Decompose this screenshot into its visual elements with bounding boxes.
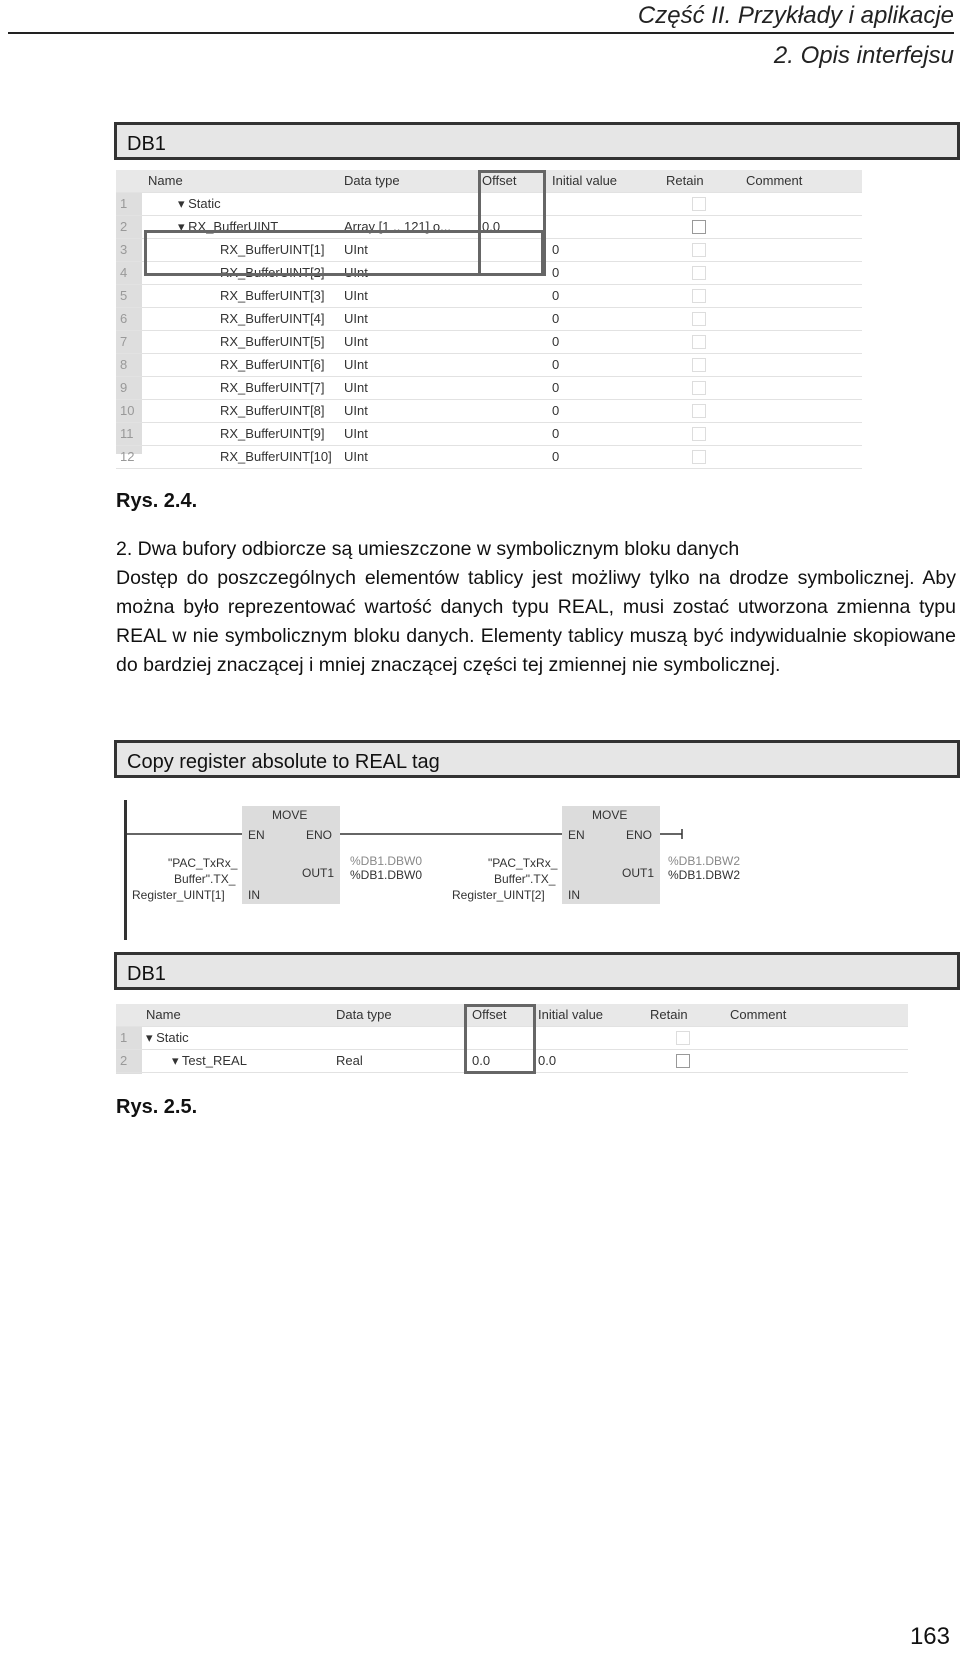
header-part: Część II. Przykłady i aplikacje bbox=[637, 2, 954, 29]
expand-arrow-icon[interactable]: ▾ bbox=[178, 219, 189, 234]
fig1-caption: DB1 bbox=[114, 122, 960, 160]
move-en-1: EN bbox=[248, 828, 265, 842]
row-number: 3 bbox=[120, 242, 128, 257]
column-header-name: Name bbox=[148, 173, 183, 188]
row-name: RX_BufferUINT[3] bbox=[220, 288, 325, 303]
retain-checkbox[interactable] bbox=[676, 1031, 690, 1045]
column-header-retain: Retain bbox=[666, 173, 704, 188]
row-name: RX_BufferUINT[6] bbox=[220, 357, 325, 372]
move-in-2: IN bbox=[568, 888, 580, 902]
row-name: RX_BufferUINT[2] bbox=[220, 265, 325, 280]
expand-arrow-icon[interactable]: ▾ bbox=[178, 196, 189, 211]
table-row bbox=[116, 446, 862, 469]
expand-arrow-icon[interactable]: ▾ bbox=[172, 1053, 182, 1068]
fig1-label: Rys. 2.4. bbox=[116, 490, 198, 512]
highlight-frame bbox=[144, 230, 544, 276]
row-data-type: UInt bbox=[344, 403, 368, 418]
move-title-2: MOVE bbox=[592, 808, 628, 822]
ladder-diagram bbox=[116, 800, 876, 940]
column-header-initial-value: Initial value bbox=[552, 173, 618, 188]
retain-checkbox[interactable] bbox=[692, 289, 706, 303]
move-dst-1b: %DB1.DBW0 bbox=[350, 868, 423, 882]
move-src-2c: Register_UINT[2] bbox=[452, 888, 545, 902]
row-number: 11 bbox=[120, 426, 134, 441]
row-data-type: UInt bbox=[344, 449, 368, 464]
fig3-label: Rys. 2.5. bbox=[116, 1096, 198, 1118]
table-row bbox=[116, 308, 862, 331]
retain-checkbox[interactable] bbox=[692, 220, 706, 234]
move-dst-2b: %DB1.DBW2 bbox=[668, 868, 741, 882]
table-row bbox=[116, 354, 862, 377]
fig2-caption: Copy register absolute to REAL tag bbox=[114, 740, 960, 778]
row-initial-value: 0 bbox=[552, 426, 560, 441]
move-src-1c: Register_UINT[1] bbox=[132, 888, 225, 902]
move-src-1a: "PAC_TxRx_ bbox=[168, 856, 238, 870]
row-offset: 0.0 bbox=[482, 219, 501, 234]
page-number: 163 bbox=[909, 1623, 950, 1650]
row-data-type: UInt bbox=[344, 311, 368, 326]
retain-checkbox[interactable] bbox=[692, 358, 706, 372]
table-row bbox=[116, 331, 862, 354]
header-section: 2. Opis interfejsu bbox=[773, 42, 954, 69]
column-header-initial-value: Initial value bbox=[538, 1007, 604, 1022]
retain-checkbox[interactable] bbox=[692, 335, 706, 349]
row-number: 10 bbox=[120, 403, 135, 418]
row-number: 5 bbox=[120, 288, 128, 303]
row-number: 12 bbox=[120, 449, 135, 464]
move-eno-2: ENO bbox=[626, 828, 653, 842]
move-in-1: IN bbox=[248, 888, 260, 902]
table-row bbox=[116, 423, 862, 446]
fig3-caption: DB1 bbox=[114, 952, 960, 990]
row-name: RX_BufferUINT[5] bbox=[220, 334, 325, 349]
column-header-data-type: Data type bbox=[336, 1007, 392, 1022]
move-eno-1: ENO bbox=[306, 828, 333, 842]
column-header-offset: Offset bbox=[482, 173, 517, 188]
row-data-type: UInt bbox=[344, 242, 368, 257]
row-data-type: UInt bbox=[344, 426, 368, 441]
header-rule bbox=[8, 32, 954, 34]
table-row bbox=[116, 400, 862, 423]
row-name: RX_BufferUINT[9] bbox=[220, 426, 325, 441]
retain-checkbox[interactable] bbox=[692, 312, 706, 326]
retain-checkbox[interactable] bbox=[692, 266, 706, 280]
column-header-comment: Comment bbox=[730, 1007, 787, 1022]
row-initial-value: 0.0 bbox=[538, 1053, 557, 1068]
retain-checkbox[interactable] bbox=[676, 1054, 690, 1068]
retain-checkbox[interactable] bbox=[692, 450, 706, 464]
row-data-type: UInt bbox=[344, 357, 368, 372]
row-name: ▾ Test_REAL bbox=[172, 1053, 247, 1068]
row-data-type: UInt bbox=[344, 334, 368, 349]
retain-checkbox[interactable] bbox=[692, 197, 706, 211]
body-item: 2. Dwa bufory odbiorcze są umieszczone w symbolicznym bloku danych bbox=[116, 538, 740, 560]
table-row bbox=[116, 377, 862, 400]
move-title-1: MOVE bbox=[272, 808, 308, 822]
table-row bbox=[116, 285, 862, 308]
column-header-name: Name bbox=[146, 1007, 181, 1022]
row-data-type: Array [1 .. 121] o... bbox=[344, 219, 451, 234]
retain-checkbox[interactable] bbox=[692, 404, 706, 418]
move-src-2b: Buffer".TX_ bbox=[494, 872, 556, 886]
row-number: 1 bbox=[120, 1030, 128, 1045]
row-number: 2 bbox=[120, 1053, 128, 1068]
move-src-1b: Buffer".TX_ bbox=[174, 872, 236, 886]
column-header-offset: Offset bbox=[472, 1007, 507, 1022]
column-header-retain: Retain bbox=[650, 1007, 688, 1022]
move-out-2: OUT1 bbox=[622, 866, 655, 880]
expand-arrow-icon[interactable]: ▾ bbox=[146, 1030, 157, 1045]
retain-checkbox[interactable] bbox=[692, 427, 706, 441]
fig1-table bbox=[116, 170, 862, 464]
row-name: RX_BufferUINT[4] bbox=[220, 311, 325, 326]
retain-checkbox[interactable] bbox=[692, 381, 706, 395]
row-name: RX_BufferUINT[7] bbox=[220, 380, 325, 395]
move-src-2a: "PAC_TxRx_ bbox=[488, 856, 558, 870]
row-data-type: UInt bbox=[344, 380, 368, 395]
row-initial-value: 0 bbox=[552, 242, 560, 257]
row-initial-value: 0 bbox=[552, 380, 560, 395]
row-number: 8 bbox=[120, 357, 128, 372]
move-dst-2a: %DB1.DBW2 bbox=[668, 854, 741, 868]
row-initial-value: 0 bbox=[552, 334, 560, 349]
row-name: ▾ Static bbox=[146, 1030, 189, 1045]
row-initial-value: 0 bbox=[552, 288, 560, 303]
retain-checkbox[interactable] bbox=[692, 243, 706, 257]
row-name: RX_BufferUINT[10] bbox=[220, 449, 332, 464]
body-paragraph: Dostęp do poszczególnych elementów tablicy jest możliwy tylko na drodze symbolicznej. Aby można było reprezentować wartość danych typu REAL, musi zostać utworzona zmienna typu REAL w nie symbolicznym bloku danych. Elementy tablicy muszą być indywidualnie skopiowane do bardziej znaczącej i mniej znaczącej części tej zmiennej nie symbolicznej. bbox=[116, 567, 956, 676]
row-initial-value: 0 bbox=[552, 311, 560, 326]
move-out-1: OUT1 bbox=[302, 866, 335, 880]
row-name: RX_BufferUINT[8] bbox=[220, 403, 325, 418]
row-number: 6 bbox=[120, 311, 128, 326]
row-initial-value: 0 bbox=[552, 357, 560, 372]
highlight-frame bbox=[464, 1004, 536, 1074]
row-offset: 0.0 bbox=[472, 1053, 491, 1068]
row-initial-value: 0 bbox=[552, 403, 560, 418]
column-header-data-type: Data type bbox=[344, 173, 400, 188]
column-header-comment: Comment bbox=[746, 173, 803, 188]
row-initial-value: 0 bbox=[552, 449, 560, 464]
row-initial-value: 0 bbox=[552, 265, 560, 280]
row-number: 9 bbox=[120, 380, 128, 395]
move-dst-1a: %DB1.DBW0 bbox=[350, 854, 423, 868]
row-number: 4 bbox=[120, 265, 128, 280]
row-number: 7 bbox=[120, 334, 128, 349]
row-name: RX_BufferUINT[1] bbox=[220, 242, 325, 257]
row-number: 2 bbox=[120, 219, 128, 234]
row-name: ▾ RX_BufferUINT bbox=[178, 219, 279, 234]
ladder-wires bbox=[116, 800, 876, 940]
row-data-type: Real bbox=[336, 1053, 363, 1068]
row-name: ▾ Static bbox=[178, 196, 221, 211]
row-data-type: UInt bbox=[344, 288, 368, 303]
row-data-type: UInt bbox=[344, 265, 368, 280]
move-en-2: EN bbox=[568, 828, 585, 842]
fig3-table bbox=[116, 1004, 908, 1074]
row-number: 1 bbox=[120, 196, 128, 211]
